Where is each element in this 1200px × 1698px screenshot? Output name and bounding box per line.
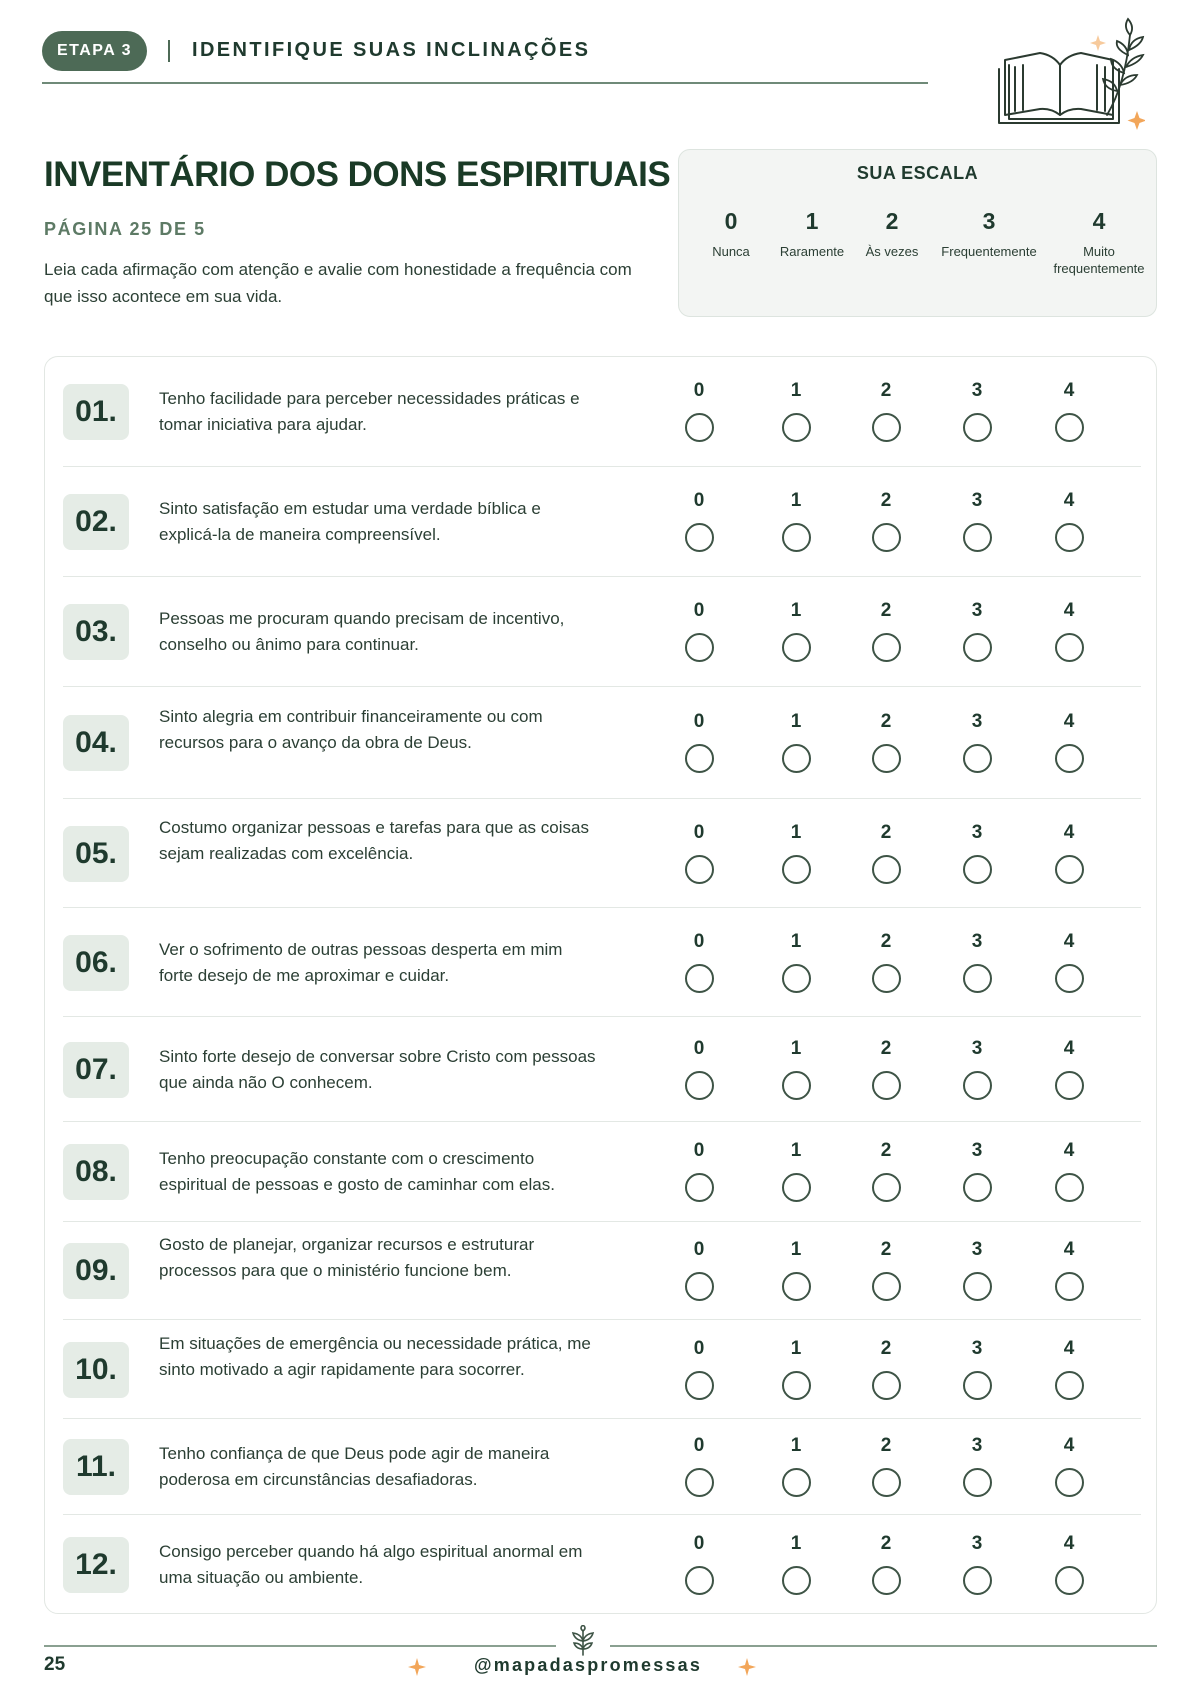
rating-radio[interactable]	[872, 1468, 901, 1497]
rating-value: 2	[880, 1533, 892, 1554]
rating-radio[interactable]	[1055, 413, 1084, 442]
rating-value: 3	[971, 1435, 983, 1456]
rating-radio[interactable]	[1055, 744, 1084, 773]
rating-radio[interactable]	[782, 523, 811, 552]
rating-value: 0	[693, 931, 705, 952]
rating-option-4[interactable]	[1049, 380, 1089, 442]
scale-item-4	[1053, 208, 1144, 277]
rating-radio[interactable]	[872, 413, 901, 442]
rating-value: 1	[790, 1239, 802, 1260]
rating-radio[interactable]	[782, 964, 811, 993]
rating-value: 3	[971, 600, 983, 621]
rating-radio[interactable]	[782, 1371, 811, 1400]
leaf-branch-icon	[568, 1625, 598, 1657]
rating-radio[interactable]	[685, 1468, 714, 1497]
rating-radio[interactable]	[872, 1371, 901, 1400]
rating-option-4[interactable]	[1049, 1435, 1089, 1497]
rating-radio[interactable]	[963, 1371, 992, 1400]
rating-value: 0	[693, 600, 705, 621]
scale-label: Frequentemente	[941, 244, 1037, 259]
rating-option-3[interactable]	[957, 490, 997, 552]
rating-value: 1	[790, 822, 802, 843]
rating-radio[interactable]	[1055, 633, 1084, 662]
rating-option-4[interactable]	[1049, 1338, 1089, 1400]
rating-radio[interactable]	[685, 964, 714, 993]
rating-option-2[interactable]	[866, 1338, 906, 1400]
question-number: 04.	[63, 715, 129, 771]
question-text: Consigo perceber quando há algo espiritual anormal em uma situação ou ambiente.	[159, 1542, 583, 1587]
question-number: 01.	[63, 384, 129, 440]
rating-option-1[interactable]	[776, 380, 816, 442]
rating-value: 2	[880, 1435, 892, 1456]
question-number: 05.	[63, 826, 129, 882]
rating-option-2[interactable]	[866, 711, 906, 773]
footer-divider-right	[610, 1645, 1157, 1647]
rating-radio[interactable]	[872, 744, 901, 773]
rating-value: 0	[693, 1239, 705, 1260]
rating-radio[interactable]	[1055, 523, 1084, 552]
rating-option-4[interactable]	[1049, 822, 1089, 884]
question-row	[63, 799, 1141, 908]
rating-radio[interactable]	[685, 1272, 714, 1301]
rating-option-3[interactable]	[957, 711, 997, 773]
scale-value: 0	[724, 208, 738, 234]
footer-divider-left	[44, 1645, 556, 1647]
rating-value: 3	[971, 380, 983, 401]
question-text: Em situações de emergência ou necessidade prática, me sinto motivado a agir rapidamente para socorrer.	[159, 1334, 591, 1379]
rating-radio[interactable]	[685, 523, 714, 552]
sparkle-icon	[408, 1658, 426, 1676]
question-row	[63, 1320, 1141, 1419]
rating-value: 2	[880, 380, 892, 401]
open-book-illustration	[985, 15, 1145, 130]
rating-option-1[interactable]	[776, 1435, 816, 1497]
rating-value: 2	[880, 1140, 892, 1161]
rating-radio[interactable]	[782, 1173, 811, 1202]
rating-radio[interactable]	[782, 744, 811, 773]
rating-option-2[interactable]	[866, 490, 906, 552]
scale-item-2	[866, 208, 919, 260]
rating-value: 4	[1063, 1038, 1075, 1059]
rating-radio[interactable]	[1055, 1173, 1084, 1202]
question-text: Sinto alegria em contribuir financeiramente ou com recursos para o avanço da obra de Deus.	[159, 707, 543, 752]
rating-value: 1	[790, 1435, 802, 1456]
question-number: 11.	[63, 1439, 129, 1495]
page-number: 25	[44, 1654, 66, 1675]
rating-value: 4	[1063, 1239, 1075, 1260]
rating-option-0[interactable]	[679, 931, 719, 993]
scale-title: SUA ESCALA	[856, 163, 979, 183]
rating-radio[interactable]	[685, 1173, 714, 1202]
rating-value: 3	[971, 931, 983, 952]
rating-option-4[interactable]	[1049, 1533, 1089, 1595]
rating-radio[interactable]	[963, 1468, 992, 1497]
rating-value: 3	[971, 822, 983, 843]
rating-option-0[interactable]	[679, 1435, 719, 1497]
page-title: INVENTÁRIO DOS DONS ESPIRITUAIS	[44, 155, 671, 194]
scale-label: Nunca	[712, 244, 750, 259]
rating-radio[interactable]	[963, 523, 992, 552]
rating-radio[interactable]	[782, 1272, 811, 1301]
rating-radio[interactable]	[963, 1272, 992, 1301]
scale-value: 1	[805, 208, 819, 234]
rating-radio[interactable]	[685, 1071, 714, 1100]
rating-value: 3	[971, 1338, 983, 1359]
rating-value: 1	[790, 1140, 802, 1161]
rating-option-0[interactable]	[679, 1038, 719, 1100]
question-number: 09.	[63, 1243, 129, 1299]
question-row	[63, 1222, 1141, 1320]
rating-value: 4	[1063, 1435, 1075, 1456]
rating-radio[interactable]	[1055, 1468, 1084, 1497]
rating-option-2[interactable]	[866, 600, 906, 662]
rating-value: 1	[790, 1338, 802, 1359]
rating-option-0[interactable]	[679, 1140, 719, 1202]
rating-option-1[interactable]	[776, 711, 816, 773]
rating-radio[interactable]	[872, 964, 901, 993]
rating-radio[interactable]	[963, 1173, 992, 1202]
question-text: Ver o sofrimento de outras pessoas desperta em mim forte desejo de me aproximar e cuidar.	[159, 940, 563, 985]
step-badge: ETAPA 3	[42, 31, 147, 71]
rating-option-1[interactable]	[776, 822, 816, 884]
rating-value: 1	[790, 380, 802, 401]
rating-value: 0	[693, 490, 705, 511]
question-text: Tenho facilidade para perceber necessidades práticas e tomar iniciativa para ajudar.	[159, 389, 580, 434]
rating-value: 3	[971, 1533, 983, 1554]
question-row	[63, 1515, 1141, 1615]
rating-radio[interactable]	[782, 1566, 811, 1595]
rating-value: 2	[880, 1038, 892, 1059]
rating-value: 1	[790, 1038, 802, 1059]
rating-radio[interactable]	[872, 523, 901, 552]
scale-item-1	[780, 208, 844, 260]
rating-value: 4	[1063, 600, 1075, 621]
question-number: 08.	[63, 1144, 129, 1200]
question-row	[63, 357, 1141, 467]
rating-value: 0	[693, 822, 705, 843]
question-number: 06.	[63, 935, 129, 991]
rating-radio[interactable]	[685, 744, 714, 773]
rating-option-4[interactable]	[1049, 1038, 1089, 1100]
rating-value: 0	[693, 1038, 705, 1059]
question-text: Pessoas me procuram quando precisam de incentivo, conselho ou ânimo para continuar.	[159, 609, 565, 654]
rating-option-3[interactable]	[957, 1435, 997, 1497]
rating-value: 2	[880, 490, 892, 511]
rating-value: 4	[1063, 931, 1075, 952]
rating-option-1[interactable]	[776, 1038, 816, 1100]
question-text: Gosto de planejar, organizar recursos e estruturar processos para que o ministério funcione bem.	[159, 1235, 535, 1280]
rating-option-0[interactable]	[679, 1338, 719, 1400]
rating-option-3[interactable]	[957, 1533, 997, 1595]
rating-value: 4	[1063, 1140, 1075, 1161]
question-row	[63, 467, 1141, 577]
rating-radio[interactable]	[685, 633, 714, 662]
rating-radio[interactable]	[963, 633, 992, 662]
step-title: IDENTIFIQUE SUAS INCLINAÇÕES	[192, 39, 591, 61]
intro-text: Leia cada afirmação com atenção e avalie com honestidade a frequência com que isso acontece em sua vida.	[44, 260, 632, 306]
rating-radio[interactable]	[872, 1173, 901, 1202]
rating-value: 3	[971, 1239, 983, 1260]
question-row	[63, 908, 1141, 1017]
rating-option-2[interactable]	[866, 1533, 906, 1595]
rating-radio[interactable]	[963, 855, 992, 884]
rating-radio[interactable]	[782, 1071, 811, 1100]
rating-option-3[interactable]	[957, 931, 997, 993]
page-indicator: PÁGINA 25 DE 5	[44, 219, 206, 239]
question-text: Sinto satisfação em estudar uma verdade bíblica e explicá-la de maneira compreensível.	[159, 499, 541, 544]
scale-label: Às vezes	[865, 244, 919, 259]
rating-option-0[interactable]	[679, 1239, 719, 1301]
rating-option-0[interactable]	[679, 711, 719, 773]
rating-option-4[interactable]	[1049, 1239, 1089, 1301]
rating-option-4[interactable]	[1049, 931, 1089, 993]
rating-option-2[interactable]	[866, 1038, 906, 1100]
rating-option-1[interactable]	[776, 490, 816, 552]
rating-option-1[interactable]	[776, 931, 816, 993]
rating-option-4[interactable]	[1049, 600, 1089, 662]
rating-option-3[interactable]	[957, 1239, 997, 1301]
rating-radio[interactable]	[1055, 964, 1084, 993]
rating-radio[interactable]	[1055, 855, 1084, 884]
rating-option-0[interactable]	[679, 490, 719, 552]
rating-value: 0	[693, 711, 705, 732]
rating-radio[interactable]	[685, 1371, 714, 1400]
rating-value: 1	[790, 490, 802, 511]
rating-option-0[interactable]	[679, 822, 719, 884]
question-number: 12.	[63, 1537, 129, 1593]
rating-value: 0	[693, 1338, 705, 1359]
rating-value: 3	[971, 1038, 983, 1059]
scale-item-0	[712, 208, 750, 260]
question-text: Sinto forte desejo de conversar sobre Cristo com pessoas que ainda não O conhecem.	[159, 1047, 596, 1092]
question-row	[63, 1122, 1141, 1222]
rating-value: 3	[971, 1140, 983, 1161]
rating-option-3[interactable]	[957, 380, 997, 442]
rating-value: 4	[1063, 822, 1075, 843]
rating-radio[interactable]	[782, 855, 811, 884]
rating-value: 2	[880, 1239, 892, 1260]
rating-radio[interactable]	[1055, 1071, 1084, 1100]
rating-radio[interactable]	[1055, 1371, 1084, 1400]
scale-value: 4	[1092, 208, 1106, 234]
question-text: Costumo organizar pessoas e tarefas para que as coisas sejam realizadas com excelência.	[159, 818, 589, 863]
rating-value: 4	[1063, 490, 1075, 511]
rating-value: 4	[1063, 1338, 1075, 1359]
rating-option-4[interactable]	[1049, 1140, 1089, 1202]
rating-radio[interactable]	[782, 1468, 811, 1497]
rating-option-3[interactable]	[957, 1038, 997, 1100]
scale-value: 3	[982, 208, 996, 234]
rating-option-1[interactable]	[776, 600, 816, 662]
rating-option-1[interactable]	[776, 1533, 816, 1595]
rating-option-2[interactable]	[866, 1140, 906, 1202]
questions-card	[44, 356, 1157, 1614]
rating-value: 4	[1063, 1533, 1075, 1554]
question-row	[63, 1017, 1141, 1122]
rating-value: 0	[693, 1435, 705, 1456]
rating-radio[interactable]	[782, 413, 811, 442]
question-row	[63, 577, 1141, 687]
rating-option-1[interactable]	[776, 1239, 816, 1301]
rating-value: 0	[693, 1140, 705, 1161]
question-text: Tenho confiança de que Deus pode agir de maneira poderosa em circunstâncias desafiadoras.	[159, 1444, 550, 1489]
question-number: 07.	[63, 1042, 129, 1098]
rating-radio[interactable]	[1055, 1272, 1084, 1301]
rating-radio[interactable]	[963, 413, 992, 442]
rating-option-2[interactable]	[866, 1435, 906, 1497]
rating-option-4[interactable]	[1049, 490, 1089, 552]
rating-value: 0	[693, 1533, 705, 1554]
rating-value: 2	[880, 600, 892, 621]
rating-radio[interactable]	[782, 633, 811, 662]
rating-value: 0	[693, 380, 705, 401]
scale-legend	[678, 149, 1157, 317]
header-divider	[42, 82, 928, 84]
question-number: 10.	[63, 1342, 129, 1398]
rating-radio[interactable]	[872, 855, 901, 884]
rating-radio[interactable]	[685, 855, 714, 884]
rating-option-2[interactable]	[866, 380, 906, 442]
social-handle: @mapadaspromessas	[474, 1655, 703, 1675]
question-text: Tenho preocupação constante com o crescimento espiritual de pessoas e gosto de caminhar com elas.	[159, 1149, 555, 1194]
rating-value: 4	[1063, 380, 1075, 401]
rating-value: 1	[790, 1533, 802, 1554]
question-row	[63, 1419, 1141, 1515]
scale-item-3	[941, 208, 1036, 260]
rating-value: 2	[880, 822, 892, 843]
rating-radio[interactable]	[685, 413, 714, 442]
rating-option-2[interactable]	[866, 931, 906, 993]
rating-radio[interactable]	[872, 633, 901, 662]
rating-option-3[interactable]	[957, 1140, 997, 1202]
rating-radio[interactable]	[872, 1071, 901, 1100]
rating-value: 4	[1063, 711, 1075, 732]
question-number: 03.	[63, 604, 129, 660]
rating-value: 2	[880, 1338, 892, 1359]
rating-radio[interactable]	[963, 1071, 992, 1100]
rating-option-0[interactable]	[679, 380, 719, 442]
scale-label: Muito frequentemente	[1053, 244, 1145, 276]
rating-radio[interactable]	[872, 1272, 901, 1301]
rating-radio[interactable]	[872, 1566, 901, 1595]
question-number: 02.	[63, 494, 129, 550]
rating-radio[interactable]	[685, 1566, 714, 1595]
rating-option-1[interactable]	[776, 1338, 816, 1400]
rating-option-0[interactable]	[679, 600, 719, 662]
scale-label: Raramente	[779, 244, 845, 259]
rating-value: 1	[790, 600, 802, 621]
rating-option-3[interactable]	[957, 822, 997, 884]
rating-option-0[interactable]	[679, 1533, 719, 1595]
rating-value: 2	[880, 711, 892, 732]
header-separator	[168, 40, 170, 62]
rating-radio[interactable]	[963, 964, 992, 993]
rating-value: 3	[971, 711, 983, 732]
rating-option-2[interactable]	[866, 1239, 906, 1301]
rating-radio[interactable]	[963, 744, 992, 773]
question-row	[63, 687, 1141, 799]
rating-option-4[interactable]	[1049, 711, 1089, 773]
rating-option-3[interactable]	[957, 1338, 997, 1400]
rating-value: 3	[971, 490, 983, 511]
rating-radio[interactable]	[963, 1566, 992, 1595]
rating-value: 2	[880, 931, 892, 952]
rating-option-1[interactable]	[776, 1140, 816, 1202]
scale-value: 2	[885, 208, 899, 234]
rating-value: 1	[790, 931, 802, 952]
rating-value: 1	[790, 711, 802, 732]
rating-option-2[interactable]	[866, 822, 906, 884]
rating-option-3[interactable]	[957, 600, 997, 662]
sparkle-icon	[738, 1658, 756, 1676]
rating-radio[interactable]	[1055, 1566, 1084, 1595]
